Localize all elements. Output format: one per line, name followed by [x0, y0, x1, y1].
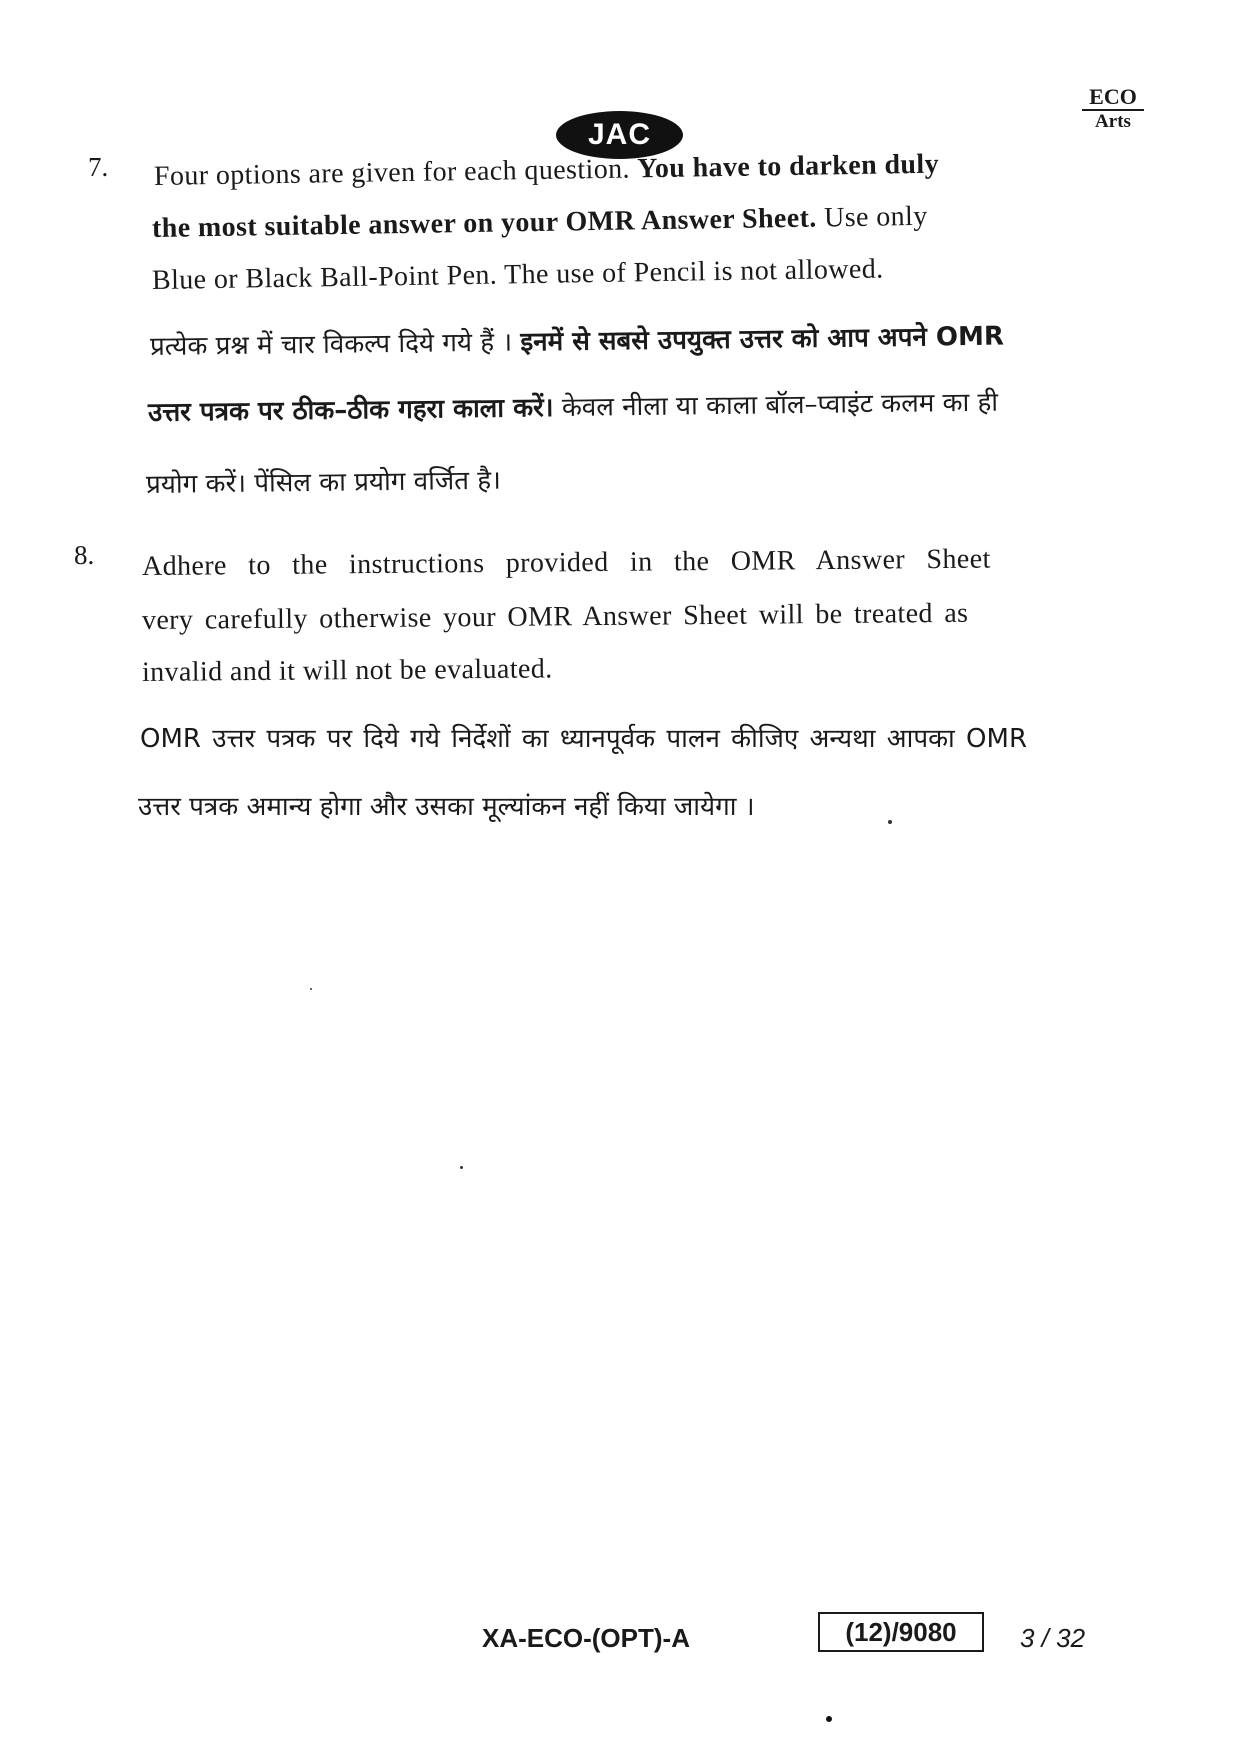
scan-speck — [460, 1166, 463, 1169]
subject-code-top: ECO — [1082, 86, 1144, 111]
instruction-8-hi-line-1: OMR उत्तर पत्रक पर दिये गये निर्देशों का ध्यानपूर्वक पालन कीजिए अन्यथा आपका OMR — [140, 724, 1028, 754]
booklet-code-box: (12)/9080 — [818, 1612, 984, 1652]
instruction-7-hi-line-3: प्रयोग करें। पेंसिल का प्रयोग वर्जित है। — [145, 465, 502, 500]
scan-speck — [888, 820, 892, 824]
instruction-7-en-line-3: Blue or Black Ball-Point Pen. The use of Pencil is not allowed. — [151, 253, 884, 296]
jac-logo: JAC — [556, 111, 683, 159]
paper-code: XA-ECO-(OPT)-A — [482, 1623, 690, 1653]
instruction-7-en-line-1: Four options are given for each question. You have to darken duly — [153, 148, 940, 192]
instruction-7-en-line-2: the most suitable answer on your OMR Answer Sheet. Use only — [151, 200, 928, 244]
instruction-number: 7. — [88, 152, 109, 182]
scan-speck — [826, 1716, 832, 1722]
subject-code-bottom: Arts — [1095, 111, 1131, 132]
subject-code-fraction — [1082, 86, 1144, 133]
instruction-number: 8. — [74, 540, 95, 570]
instruction-8-en-line-1: Adhere to the instructions provided in the OMR Answer Sheet — [141, 543, 991, 582]
scan-speck — [310, 988, 312, 990]
instruction-8-en-line-2: very carefully otherwise your OMR Answer Sheet will be treated as — [141, 597, 969, 636]
instruction-7-hi-line-1: प्रत्येक प्रश्न में चार विकल्प दिये गये हैं । इनमें से सबसे उपयुक्त उत्तर को आप अपने OMR — [149, 321, 1005, 362]
page-number: 3 / 32 — [1020, 1623, 1086, 1653]
instruction-7-hi-line-2: उत्तर पत्रक पर ठीक–ठीक गहरा काला करें। केवल नीला या काला बॉल–प्वाइंट कलम का ही — [147, 387, 999, 428]
instruction-8-en-line-3: invalid and it will not be evaluated. — [141, 653, 553, 688]
instruction-8-hi-line-2: उत्तर पत्रक अमान्य होगा और उसका मूल्यांकन नहीं किया जायेगा । — [138, 792, 755, 822]
